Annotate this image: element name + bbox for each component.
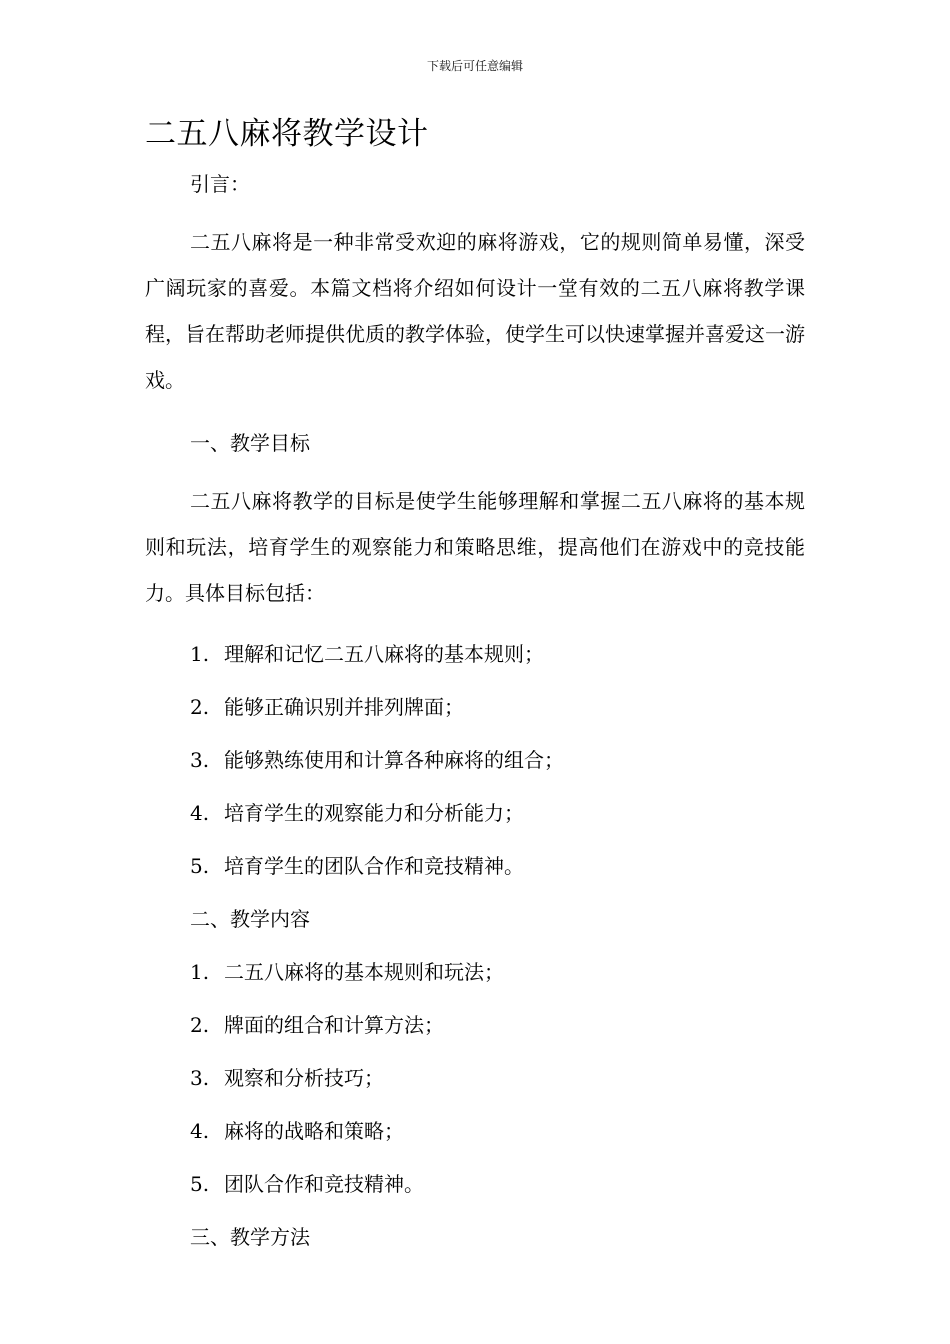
list-item (145, 795, 805, 832)
list-number: 3. (190, 748, 210, 772)
list-text: 能够正确识别并排列牌面； (224, 695, 464, 719)
list-number: 4. (190, 1119, 210, 1143)
list-number: 1. (190, 960, 210, 984)
list-item (145, 689, 805, 726)
intro-paragraph: 二五八麻将是一种非常受欢迎的麻将游戏，它的规则简单易懂，深受广阔玩家的喜爱。本篇文档将介绍如何设计一堂有效的二五八麻将教学课程，旨在帮助老师提供优质的教学体验，使学生可以快速掌握并喜爱这一游戏。 (145, 230, 805, 392)
list-item (145, 1060, 805, 1097)
section-heading-content: 二、教学内容 (190, 907, 310, 931)
list-text: 观察和分析技巧； (224, 1066, 384, 1090)
list-item (145, 1113, 805, 1150)
list-number: 4. (190, 801, 210, 825)
list-number: 1. (190, 642, 210, 666)
list-item (145, 742, 805, 779)
list-text: 培育学生的观察能力和分析能力； (224, 801, 524, 825)
list-number: 3. (190, 1066, 210, 1090)
list-item (145, 848, 805, 885)
list-text: 二五八麻将的基本规则和玩法； (224, 960, 504, 984)
document-body (145, 166, 805, 1272)
list-item (145, 1166, 805, 1203)
list-text: 团队合作和竞技精神。 (224, 1172, 424, 1196)
list-number: 5. (190, 854, 210, 878)
list-item (145, 954, 805, 991)
section-heading-methods: 三、教学方法 (190, 1225, 310, 1249)
section-heading-goals: 一、教学目标 (190, 431, 310, 455)
list-item (145, 636, 805, 673)
list-item (145, 1007, 805, 1044)
list-text: 理解和记忆二五八麻将的基本规则； (224, 642, 544, 666)
list-text: 麻将的战略和策略； (224, 1119, 404, 1143)
list-text: 培育学生的团队合作和竞技精神。 (224, 854, 524, 878)
goals-paragraph: 二五八麻将教学的目标是使学生能够理解和掌握二五八麻将的基本规则和玩法，培育学生的观察能力和策略思维，提高他们在游戏中的竞技能力。具体目标包括： (145, 489, 805, 605)
list-number: 2. (190, 695, 210, 719)
document-title: 二五八麻将教学设计 (145, 116, 429, 152)
intro-label: 引言： (190, 172, 250, 196)
goals-list (145, 636, 805, 885)
list-text: 牌面的组合和计算方法； (224, 1013, 444, 1037)
list-number: 5. (190, 1172, 210, 1196)
list-text: 能够熟练使用和计算各种麻将的组合； (224, 748, 564, 772)
content-list (145, 954, 805, 1203)
list-number: 2. (190, 1013, 210, 1037)
page-header: 下载后可任意编辑 (426, 59, 523, 73)
